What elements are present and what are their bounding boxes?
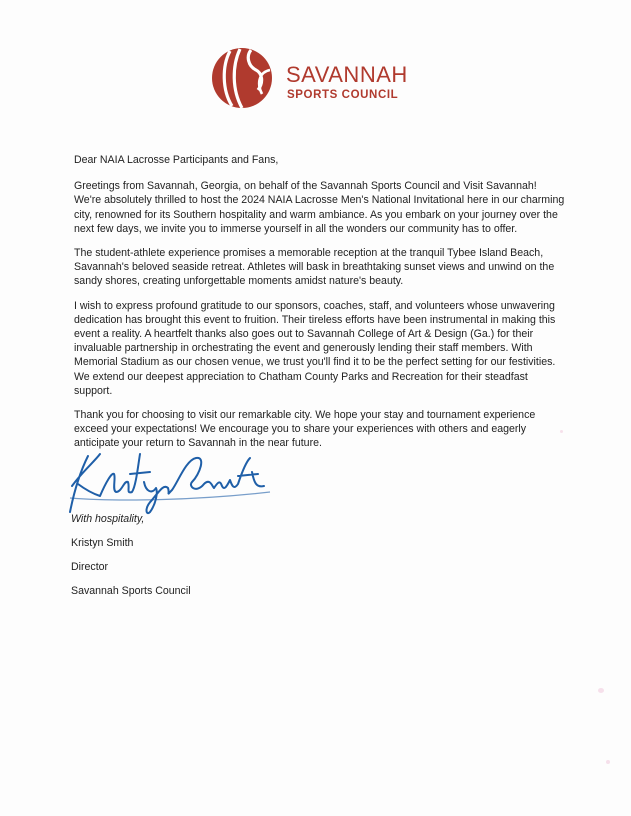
logo-name: SAVANNAH [286, 62, 408, 87]
signer-title: Director [71, 561, 109, 573]
paragraph-gratitude: I wish to express profound gratitude to our sponsors, coaches, staff, and volunteers whose unwavering dedication has brought this event to fruition. Their tireless efforts have been instrumental in making this event a reality. A heartfelt thanks also goes out to Savannah College of Art & Design (Ga.) for their invaluable partnership in orchestrating the event and generously lending their staff members. With Memorial Stadium as our chosen venue, we trust you'll find it to be the perfect setting for our festivities. We extend our deepest appreciation to Chatham County Parks and Recreation for their steadfast support. [74, 299, 556, 397]
closing: With hospitality, [71, 513, 145, 525]
signer-name: Kristyn Smith [71, 537, 134, 549]
paragraph-greeting: Greetings from Savannah, Georgia, on behalf of the Savannah Sports Council and Visit Savannah! We're absolutely thrilled to host the 2024 NAIA Lacrosse Men's National Invitational here in our charming city, renowned for its Southern hospitality and warm ambiance. As you embark on your journey over the next few days, we invite you to immerse yourself in all the wonders our community has to offer. [74, 180, 565, 235]
paragraph-thanks: Thank you for choosing to visit our remarkable city. We hope your stay and tournament experience exceed your expectations! We encourage you to share your experiences with others and eagerly anticipate your return to Savannah in the near future. [74, 409, 536, 450]
scan-speck [606, 760, 610, 764]
paragraph-experience: The student-athlete experience promises a memorable reception at the tranquil Tybee Island Beach, Savannah's beloved seaside retreat. Athletes will bask in breathtaking sunset views and unwind on the sandy shores, creating unforgettable moments amidst nature's beauty. [74, 247, 555, 288]
salutation: Dear NAIA Lacrosse Participants and Fans, [74, 154, 279, 166]
letter-body [74, 153, 566, 461]
organization: Savannah Sports Council [71, 585, 191, 597]
handwritten-signature [60, 442, 275, 520]
ball-logo-icon [210, 46, 274, 110]
logo-subtitle: SPORTS COUNCIL [287, 89, 399, 101]
scan-speck [598, 688, 604, 693]
savannah-sports-council-logo [210, 46, 425, 112]
